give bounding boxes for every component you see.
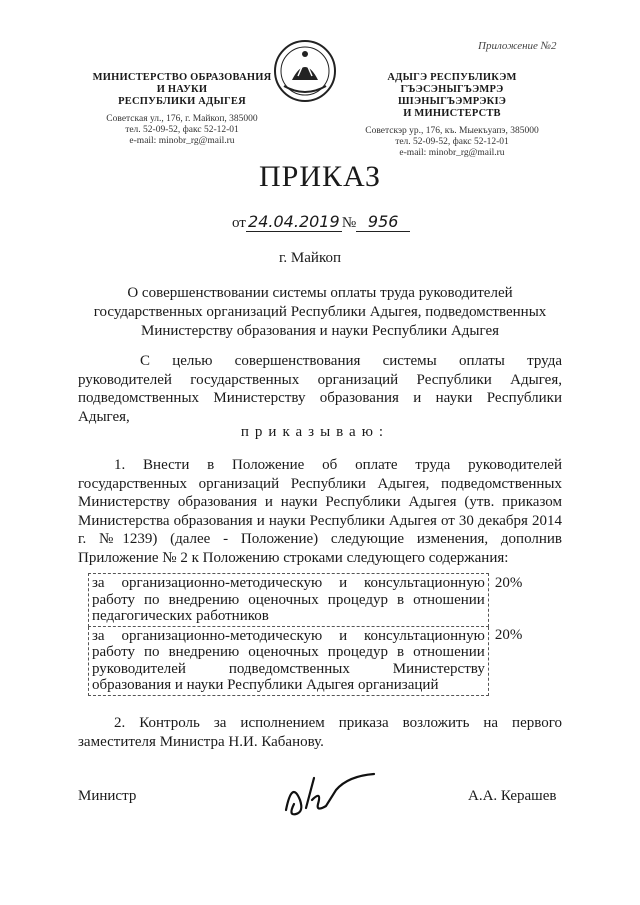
header-right-org-line: ГЪЭСЭНЫГЪЭМРЭ ШІЭНЫГЪЭМРЭКІЭ bbox=[397, 84, 507, 107]
table-row-percent: 20% bbox=[494, 574, 523, 591]
header-right-org-line: И МИНИСТЕРСТВ bbox=[403, 108, 501, 119]
document-title: ПРИКАЗ bbox=[259, 160, 381, 193]
item-2-paragraph: 2. Контроль за исполнением приказа возложить на первого заместителя Министра Н.И. Кабанову. bbox=[78, 715, 562, 750]
header-left-org-line: И НАУКИ bbox=[156, 84, 208, 95]
amendment-table bbox=[88, 573, 558, 696]
header-right-org-line: АДЫГЭ РЕСПУБЛИКЭМ bbox=[387, 72, 517, 83]
appendix-label: Приложение №2 bbox=[478, 40, 557, 52]
order-prefix: от bbox=[232, 215, 246, 231]
header-left-email: e-mail: minobr_rg@mail.ru bbox=[129, 136, 235, 146]
header-right-email: e-mail: minobr_rg@mail.ru bbox=[399, 148, 505, 158]
item-1-paragraph: 1. Внести в Положение об оплате труда руководителей государственных организаций Республики Адыгея, подведомственных Министерству образования и науки Республики Адыгея (утв. приказом Министерства образования и науки Республики Адыгея от 30 декабря 2014 г. №1239) (далее - Положение) следующие изменения, дополнив Приложение № 2 к Положению строками следующего содержания: bbox=[78, 457, 562, 566]
table-row-percent: 20% bbox=[494, 627, 523, 643]
header-left-org-line: МИНИСТЕРСТВО ОБРАЗОВАНИЯ bbox=[92, 72, 272, 83]
city: г. Майкоп bbox=[278, 250, 342, 266]
header-right-org bbox=[352, 72, 552, 120]
header-left-org bbox=[82, 72, 282, 108]
signature-name: А.А. Керашев bbox=[468, 788, 557, 804]
header-right-phone: тел. 52-09-52, факс 52-12-01 bbox=[395, 137, 509, 147]
signature-role: Министр bbox=[78, 788, 137, 804]
table-row bbox=[89, 626, 558, 695]
coat-of-arms-icon bbox=[270, 36, 340, 106]
intro-paragraph: С целью совершенствования системы оплаты труда руководителей государственных организаций Республики Адыгея, подведомственных Министерству образования и науки Республики Адыгея, bbox=[78, 353, 562, 425]
order-date: 24.04.2019 bbox=[246, 212, 342, 232]
header-left-org-line: РЕСПУБЛИКИ АДЫГЕЯ bbox=[118, 96, 246, 107]
order-number-sign: № bbox=[341, 215, 357, 231]
header-right-address: Советскэр ур., 176, къ. Мыекъуапэ, 385000 bbox=[365, 126, 539, 136]
header-right-contacts bbox=[352, 126, 552, 159]
orders-word: приказываю: bbox=[240, 424, 390, 440]
table-row-text: за организационно-методическую и консультационную работу по внедрению оценочных процедур в отношении педагогических работников bbox=[89, 574, 489, 627]
header-left-phone: тел. 52-09-52, факс 52-12-01 bbox=[125, 125, 239, 135]
header-left-contacts bbox=[82, 114, 282, 147]
order-number: 956 bbox=[356, 212, 410, 232]
table-row-text: за организационно-методическую и консультационную работу по внедрению оценочных процедур в отношении руководителей подведомственных Министерству образования и науки Республики Адыгея организаций bbox=[89, 626, 489, 695]
order-date-number bbox=[232, 212, 410, 232]
header-right bbox=[352, 72, 552, 159]
header-left-address: Советская ул., 176, г. Майкоп, 385000 bbox=[106, 114, 258, 124]
order-subject: О совершенствовании системы оплаты труда руководителей государственных организаций Республики Адыгея, подведомственных Министерству образования и науки Республики Адыгея bbox=[93, 285, 547, 339]
header-left bbox=[82, 72, 282, 147]
table-row bbox=[89, 574, 558, 627]
handwritten-signature bbox=[278, 770, 388, 820]
